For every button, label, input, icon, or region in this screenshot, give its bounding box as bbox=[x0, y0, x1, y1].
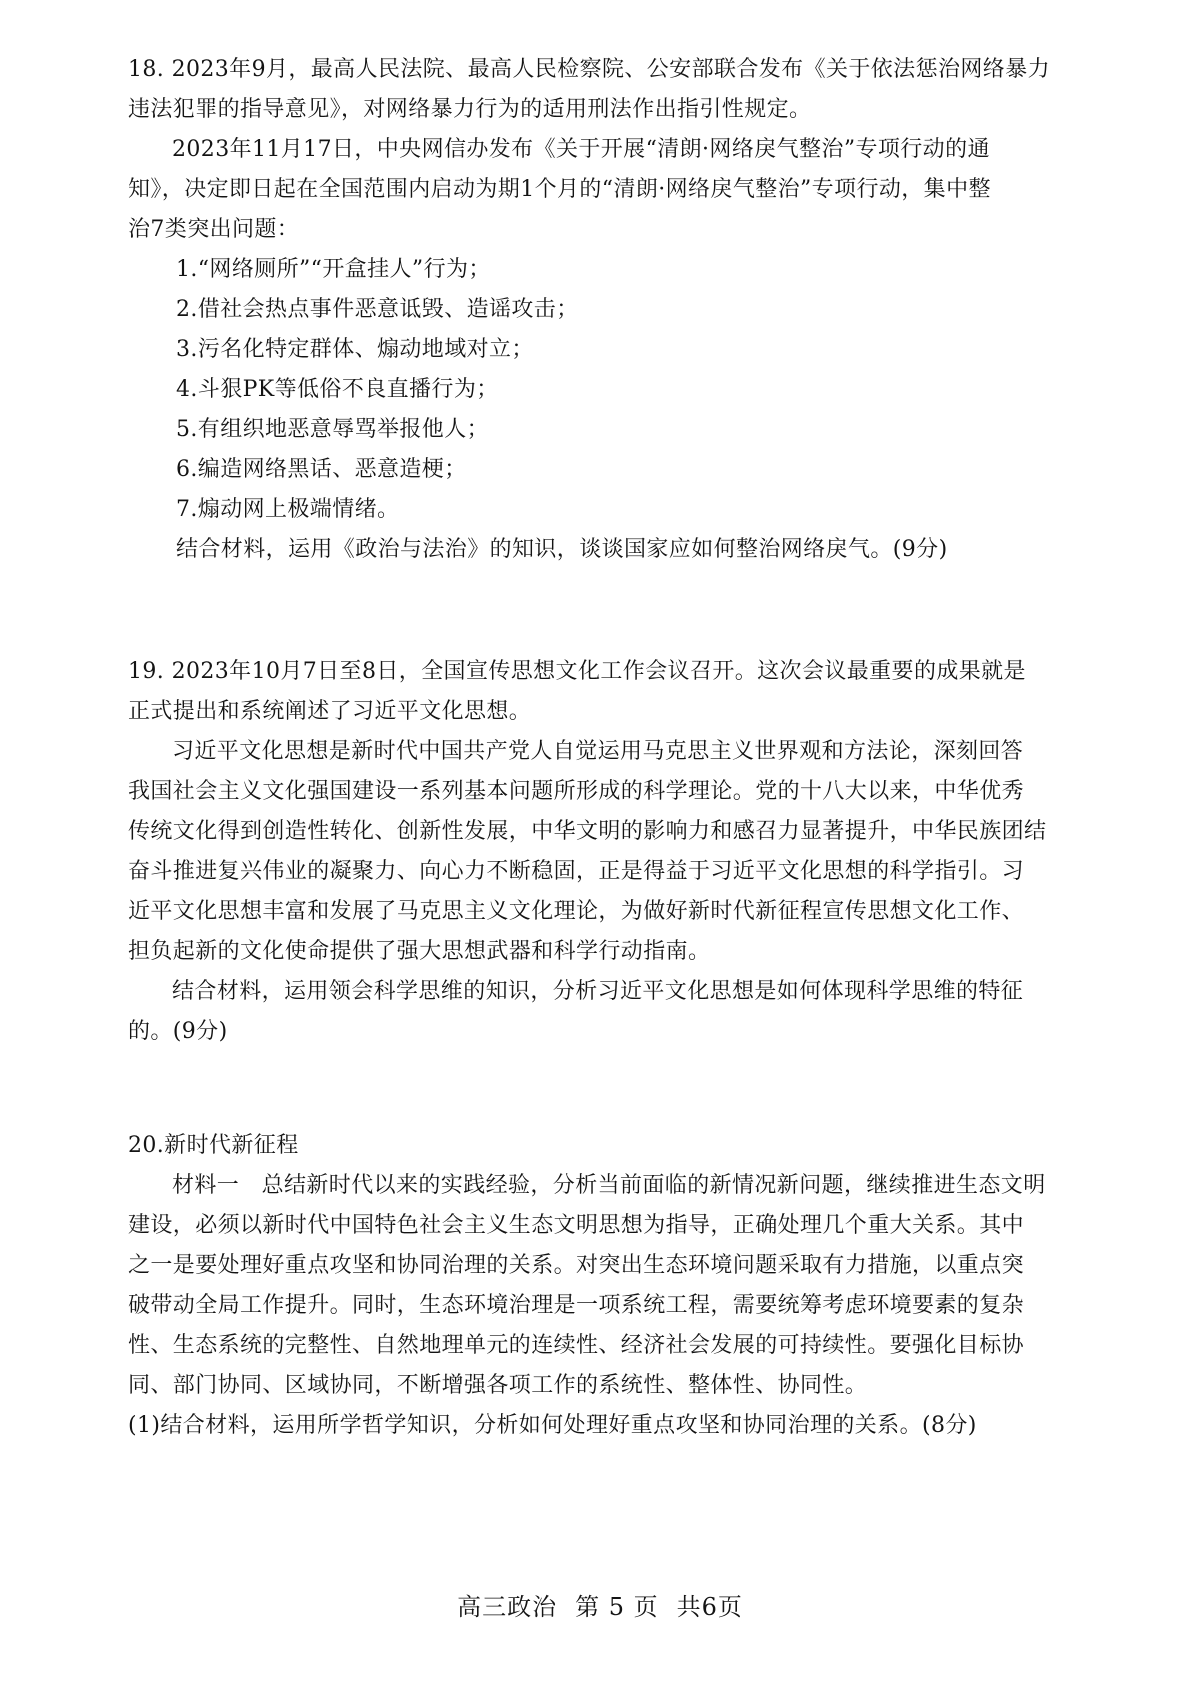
q18-paragraph-line: 知》，决定即日起在全国范围内启动为期1个月的“清朗·网络戾气整治”专项行动，集中整 bbox=[128, 177, 991, 202]
q20-material-line: 破带动全局工作提升。同时，生态环境治理是一项系统工程，需要统筹考虑环境要素的复杂 bbox=[128, 1293, 1025, 1318]
question-19 bbox=[128, 652, 1088, 1052]
q19-paragraph-line: 传统文化得到创造性转化、创新性发展，中华文明的影响力和感召力显著提升，中华民族团结 bbox=[128, 819, 1047, 844]
q19-question-prompt: 的。(9分) bbox=[128, 1019, 228, 1044]
q18-list-item: 7.煽动网上极端情绪。 bbox=[176, 497, 400, 522]
q18-list-item: 4.斗狠PK等低俗不良直播行为； bbox=[176, 377, 499, 402]
q19-paragraph-line: 奋斗推进复兴伟业的凝聚力、向心力不断稳固，正是得益于习近平文化思想的科学指引。习 bbox=[128, 859, 1025, 884]
q20-material-line: 同、部门协同、区域协同，不断增强各项工作的系统性、整体性、协同性。 bbox=[128, 1373, 868, 1398]
q20-title: 20.新时代新征程 bbox=[128, 1133, 299, 1158]
footer-subject: 高三政治 bbox=[457, 1593, 558, 1621]
footer-page-number: 第 5 页 bbox=[575, 1593, 659, 1621]
q18-line: 18. 2023年9月，最高人民法院、最高人民检察院、公安部联合发布《关于依法惩治网络暴力 bbox=[128, 57, 1050, 82]
q18-list-item: 1.“网络厕所”“开盒挂人”行为； bbox=[176, 257, 491, 282]
page-footer bbox=[0, 1590, 1200, 1624]
q18-list-item: 2.借社会热点事件恶意诋毁、造谣攻击； bbox=[176, 297, 579, 322]
q20-material-line: 之一是要处理好重点攻坚和协同治理的关系。对突出生态环境问题采取有力措施，以重点突 bbox=[128, 1253, 1025, 1278]
q19-question-prompt: 结合材料，运用领会科学思维的知识，分析习近平文化思想是如何体现科学思维的特征 bbox=[172, 979, 1024, 1004]
q20-material-line: 建设，必须以新时代中国特色社会主义生态文明思想为指导，正确处理几个重大关系。其中 bbox=[128, 1213, 1025, 1238]
q18-paragraph-line: 2023年11月17日，中央网信办发布《关于开展“清朗·网络戾气整治”专项行动的通 bbox=[172, 137, 990, 162]
q18-line: 违法犯罪的指导意见》，对网络暴力行为的适用刑法作出指引性规定。 bbox=[128, 97, 812, 122]
q18-list-item: 6.编造网络黑话、恶意造梗； bbox=[176, 457, 467, 482]
q18-list-item: 3.污名化特定群体、煽动地域对立； bbox=[176, 337, 534, 362]
q19-line: 正式提出和系统阐述了习近平文化思想。 bbox=[128, 699, 532, 724]
q20-subquestion-1: (1)结合材料，运用所学哲学知识，分析如何处理好重点攻坚和协同治理的关系。(8分) bbox=[128, 1413, 977, 1438]
q19-paragraph-line: 习近平文化思想是新时代中国共产党人自觉运用马克思主义世界观和方法论，深刻回答 bbox=[172, 739, 1024, 764]
q18-list-item: 5.有组织地恶意辱骂举报他人； bbox=[176, 417, 489, 442]
question-20 bbox=[128, 1126, 1088, 1446]
q19-paragraph-line: 我国社会主义文化强国建设一系列基本问题所形成的科学理论。党的十八大以来，中华优秀 bbox=[128, 779, 1025, 804]
q19-paragraph-line: 担负起新的文化使命提供了强大思想武器和科学行动指南。 bbox=[128, 939, 711, 964]
q20-material-line: 材料一 总结新时代以来的实践经验，分析当前面临的新情况新问题，继续推进生态文明 bbox=[172, 1173, 1046, 1198]
q19-paragraph-line: 近平文化思想丰富和发展了马克思主义文化理论，为做好新时代新征程宣传思想文化工作、 bbox=[128, 899, 1025, 924]
q19-line: 19. 2023年10月7日至8日，全国宣传思想文化工作会议召开。这次会议最重要的成果就是 bbox=[128, 659, 1026, 684]
q18-paragraph-line: 治7类突出问题： bbox=[128, 217, 300, 242]
footer-total-pages: 共6页 bbox=[676, 1593, 743, 1621]
q20-material-line: 性、生态系统的完整性、自然地理单元的连续性、经济社会发展的可持续性。要强化目标协 bbox=[128, 1333, 1025, 1358]
q18-question-prompt: 结合材料，运用《政治与法治》的知识，谈谈国家应如何整治网络戾气。(9分) bbox=[176, 537, 948, 562]
question-18 bbox=[128, 50, 1088, 570]
